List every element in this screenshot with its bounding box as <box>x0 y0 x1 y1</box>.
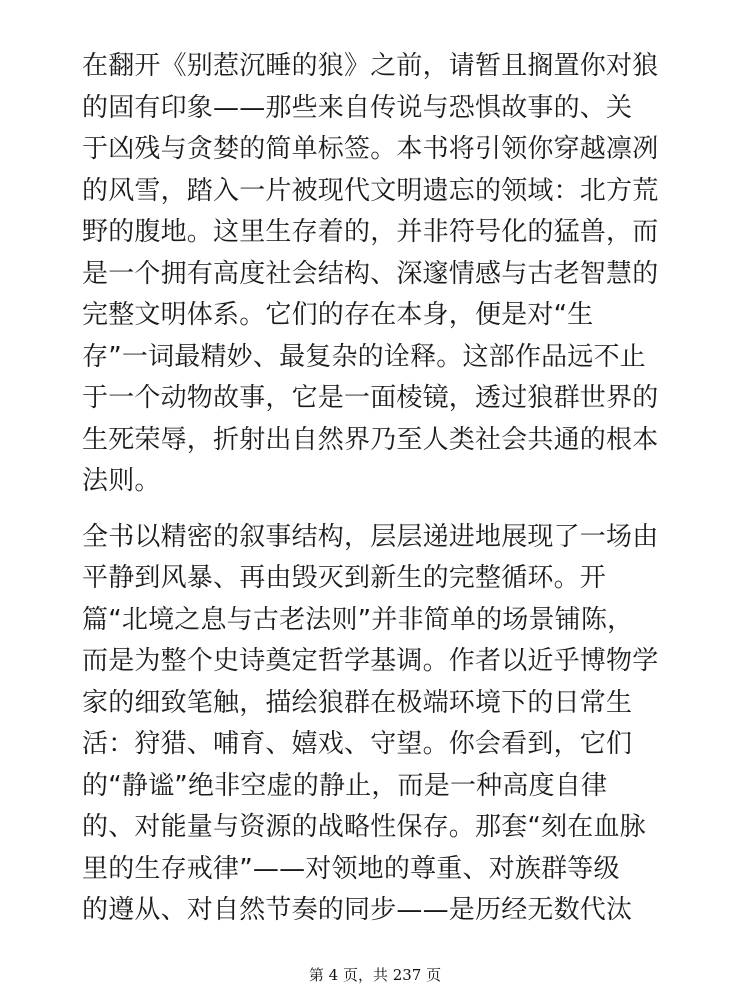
text-line: 的、对能量与资源的战略性保存。那套“刻在血脉 <box>82 812 646 842</box>
text-line: 的“静谧”绝非空虚的静止，而是一种高度自律 <box>82 770 608 801</box>
text-line: 在翻开《别惹沉睡的狼》之前，请暂且搁置你对狼 <box>82 51 659 81</box>
text-line: 生死荣辱，折射出自然界乃至人类社会共通的根本 <box>82 424 659 455</box>
page-number-footer: 第 4 页，共 237 页 <box>308 966 442 984</box>
text-line: 的遵从、对自然节奏的同步——是历经无数代汰 <box>82 895 633 925</box>
text-line: 是一个拥有高度社会结构、深邃情感与古老智慧的 <box>82 258 659 289</box>
text-line: 于凶残与贪婪的简单标签。本书将引领你穿越凛冽 <box>82 134 659 164</box>
paragraph-1 <box>82 46 672 503</box>
text-line: 完整文明体系。它们的存在本身，便是对“生 <box>82 300 594 330</box>
text-line: 活：狩猎、哺育、嬉戏、守望。你会看到，它们 <box>82 729 633 759</box>
text-line: 存”一词最精妙、最复杂的诠释。这部作品远不止 <box>82 341 646 372</box>
paragraph-2 <box>82 517 672 932</box>
text-line: 篇“北境之息与古老法则”并非简单的场景铺陈， <box>82 604 634 635</box>
text-line: 法则。 <box>82 466 161 496</box>
text-line: 而是为整个史诗奠定哲学基调。作者以近乎博物学 <box>82 646 659 676</box>
text-line: 的固有印象——那些来自传说与恐惧故事的、关 <box>82 92 633 123</box>
text-line: 全书以精密的叙事结构，层层递进地展现了一场由 <box>82 521 659 552</box>
text-line: 家的细致笔触，描绘狼群在极端环境下的日常生 <box>82 687 633 718</box>
text-line: 野的腹地。这里生存着的，并非符号化的猛兽，而 <box>82 217 659 247</box>
body-text <box>82 46 672 932</box>
text-line: 的风雪，踏入一片被现代文明遗忘的领域：北方荒 <box>82 175 659 206</box>
text-line: 平静到风暴、再由毁灭到新生的完整循环。开 <box>82 563 607 593</box>
text-line: 里的生存戒律”——对领地的尊重、对族群等级 <box>82 853 620 884</box>
text-line: 于一个动物故事，它是一面棱镜，透过狼群世界的 <box>82 383 659 413</box>
